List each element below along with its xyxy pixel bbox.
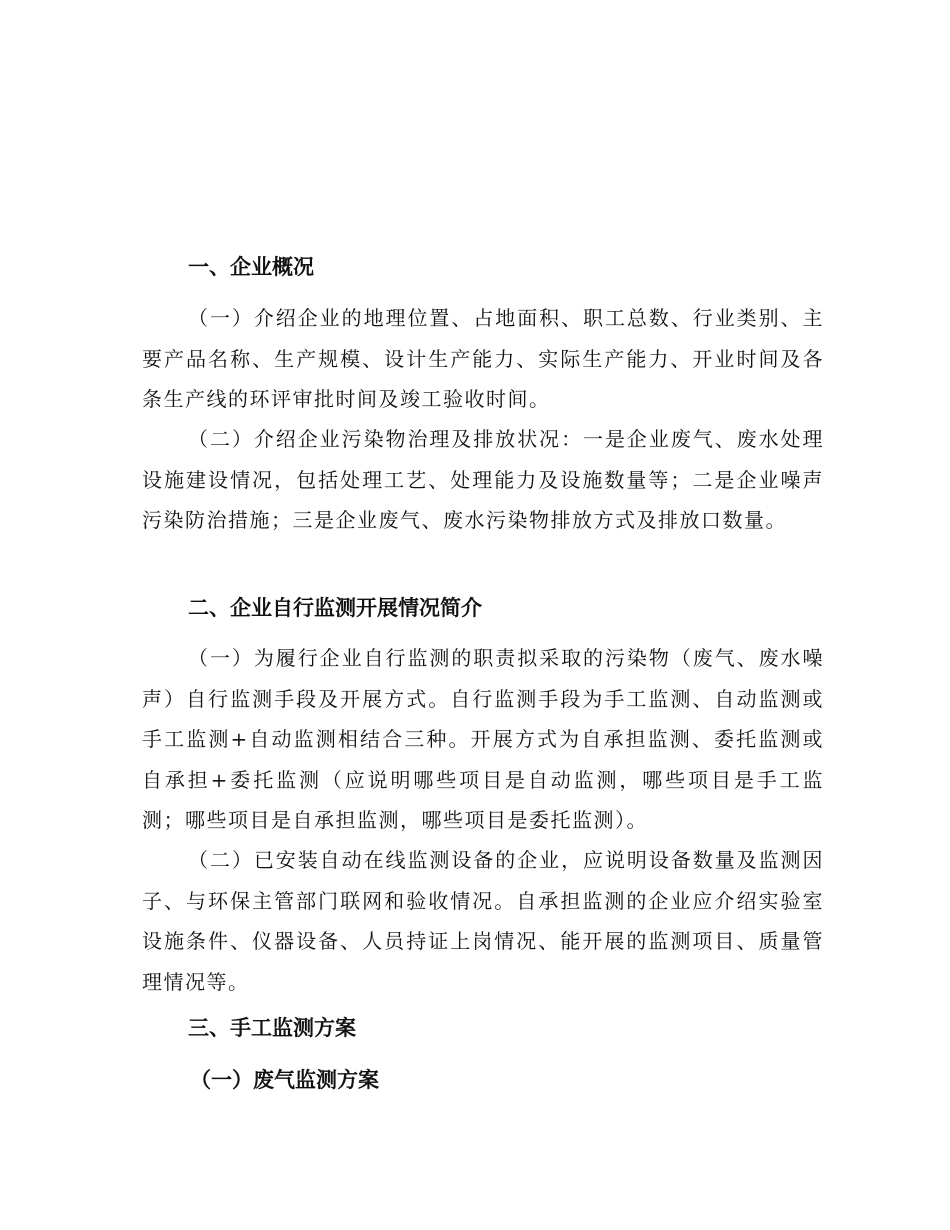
- paragraph-monitoring-methods: （一）为履行企业自行监测的职责拟采取的污染物（废气、废水噪声）自行监测手段及开展方式。自行监测手段为手工监测、自动监测或手工监测+自动监测相结合三种。开展方式为自承担监测、委托监测或自承担+委托监测（应说明哪些项目是自动监测，哪些项目是手工监测；哪些项目是自承担监测，哪些项目是委托监测）。: [142, 646, 824, 832]
- section-heading-manual-monitoring-plan: 三、手工监测方案: [188, 1016, 356, 1040]
- paragraph-online-monitoring-equipment: （二）已安装自动在线监测设备的企业，应说明设备数量及监测因子、与环保主管部门联网和验收情况。自承担监测的企业应介绍实验室设施条件、仪器设备、人员持证上岗情况、能开展的监测项目、质量管理情况等。: [142, 848, 824, 994]
- section-heading-self-monitoring-overview: 二、企业自行监测开展情况简介: [188, 596, 482, 620]
- section-heading-enterprise-overview: 一、企业概况: [188, 255, 314, 279]
- paragraph-enterprise-basic-info: （一）介绍企业的地理位置、占地面积、职工总数、行业类别、主要产品名称、生产规模、设计生产能力、实际生产能力、开业时间及各条生产线的环评审批时间及竣工验收时间。: [142, 306, 824, 411]
- paragraph-pollutant-treatment: （二）介绍企业污染物治理及排放状况：一是企业废气、废水处理设施建设情况，包括处理工艺、处理能力及设施数量等；二是企业噪声污染防治措施；三是企业废气、废水污染物排放方式及排放口数量。: [142, 427, 824, 532]
- subsection-heading-exhaust-gas-plan: （一）废气监测方案: [190, 1068, 379, 1092]
